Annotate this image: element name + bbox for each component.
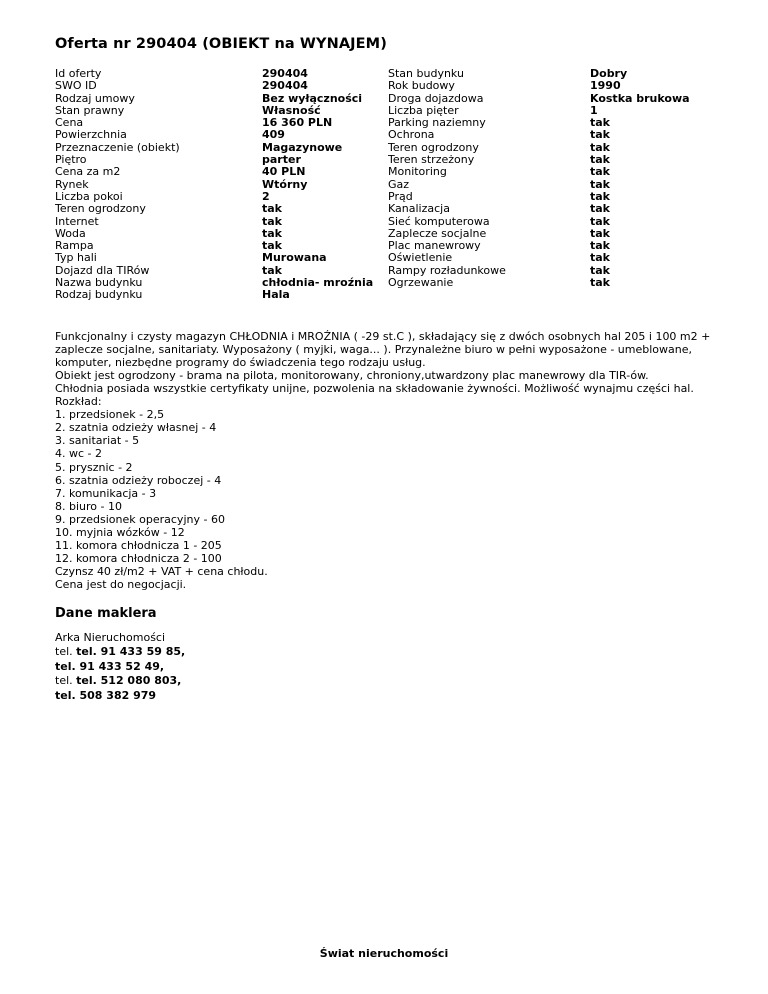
detail-label: Cena [55,116,84,130]
detail-label: Stan prawny [55,103,125,117]
detail-row [55,289,388,301]
detail-row [388,179,714,191]
layout-list-item: 3. sanitariat - 5 [55,434,140,448]
detail-value: tak [590,251,610,265]
detail-row [55,142,388,154]
detail-label: Nazwa budynku [55,276,143,290]
detail-label: Cena za m2 [55,165,121,179]
layout-list-item: 1. przedsionek - 2,5 [55,408,165,422]
layout-list-item: 7. komunikacja - 3 [55,486,157,500]
detail-row [55,203,388,215]
detail-row [55,252,388,264]
detail-row [55,80,388,92]
broker-phone-line [55,645,714,660]
detail-label: Rok budowy [388,79,455,93]
detail-value: 40 PLN [262,165,306,179]
detail-value: tak [590,153,610,167]
broker-section-heading: Dane maklera [55,605,157,621]
detail-value: Bez wyłączności [262,91,363,105]
detail-label: Monitoring [388,165,447,179]
detail-row [55,228,388,240]
detail-label: Liczba pięter [388,103,459,117]
property-details [55,68,714,302]
detail-label: Teren strzeżony [388,153,475,167]
detail-label: SWO ID [55,79,97,93]
detail-label: Kanalizacja [388,202,450,216]
detail-value: 2 [262,189,270,203]
layout-list-item: 9. przedsionek operacyjny - 60 [55,512,225,526]
detail-label: Teren ogrodzony [388,140,479,154]
detail-row [388,80,714,92]
description-line: Rozkład: [55,395,102,409]
detail-value: 16 360 PLN [262,116,333,130]
detail-label: Stan budynku [388,67,464,80]
detail-value: Murowana [262,251,327,265]
detail-row [55,166,388,178]
details-right-column [388,68,714,302]
property-description [55,330,715,592]
detail-label: Ochrona [388,128,435,142]
detail-label: Rodzaj umowy [55,91,135,105]
detail-value: 1 [590,103,598,117]
layout-list-item: 5. prysznic - 2 [55,460,133,474]
description-line: Cena jest do negocjacji. [55,578,187,592]
detail-row [388,252,714,264]
detail-value: tak [262,202,282,216]
detail-label: Piętro [55,153,87,167]
detail-label: Przeznaczenie (obiekt) [55,140,180,154]
description-paragraph: Chłodnia posiada wszystkie certyfikaty unijne, pozwolenia na składowanie żywności. Możliwość wynajmu części hal. [55,382,694,396]
detail-value: 409 [262,128,285,142]
detail-label: Rampy rozładunkowe [388,263,506,277]
detail-value: tak [262,239,282,253]
phone-prefix: tel. [55,645,77,659]
detail-label: Powierzchnia [55,128,127,142]
description-paragraph: Obiekt jest ogrodzony - brama na pilota, monitorowany, chroniony,utwardzony plac manewrowy dla TIR-ów. [55,368,649,382]
detail-value: tak [590,177,610,191]
broker-phone-line [55,660,714,675]
detail-row [55,240,388,252]
detail-value: tak [590,214,610,228]
detail-row [55,68,388,80]
layout-list-item: 6. szatnia odzieży roboczej - 4 [55,473,222,487]
detail-row [388,129,714,141]
detail-label: Rampa [55,239,94,253]
detail-row [388,117,714,129]
detail-value: Dobry [590,67,628,80]
detail-value: tak [590,276,610,290]
detail-value: 290404 [262,79,308,93]
detail-value: Kostka brukowa [590,91,690,105]
detail-value: tak [590,202,610,216]
detail-value: tak [590,140,610,154]
detail-value: tak [590,128,610,142]
detail-row [55,105,388,117]
description-paragraph: Funkcjonalny i czysty magazyn CHŁODNIA i MROŹNIA ( -29 st.C ), składający się z dwóch osobnych hal 205 i 100 m2 + zaplecze socjalne, sanitariaty. Wyposażony ( myjki, waga... ). Przynależne biuro w pełni wyposażone - umeblowane, komputer, niezbędne programy do świadczenia tego rodzaju usług. [55,329,711,369]
layout-list-item: 11. komora chłodnicza 1 - 205 [55,539,222,553]
broker-phone-line [55,689,714,704]
detail-label: Id oferty [55,67,102,80]
page-title: Oferta nr 290404 (OBIEKT na WYNAJEM) [55,36,387,52]
broker-details [55,631,714,704]
phone-number: tel. 512 080 803, [76,674,182,688]
layout-list-item: 8. biuro - 10 [55,499,122,513]
detail-value: tak [590,116,610,130]
detail-label: Prąd [388,189,413,203]
detail-label: Gaz [388,177,410,191]
broker-phone-line [55,674,714,689]
detail-label: Droga dojazdowa [388,91,484,105]
detail-label: Rynek [55,177,89,191]
detail-label: Liczba pokoi [55,189,123,203]
layout-list-item: 4. wc - 2 [55,447,102,461]
detail-value: tak [262,263,282,277]
detail-label: Zaplecze socjalne [388,226,487,240]
detail-row [388,203,714,215]
phone-number: tel. 508 382 979 [55,688,157,702]
footer-agency-name: Świat nieruchomości [319,947,449,960]
detail-value: parter [262,153,301,167]
detail-label: Internet [55,214,99,228]
detail-row [55,129,388,141]
detail-label: Oświetlenie [388,251,453,265]
detail-value: Magazynowe [262,140,343,154]
phone-prefix: tel. [55,674,77,688]
detail-value: 1990 [590,79,621,93]
detail-label: Woda [55,226,86,240]
layout-list-item: 2. szatnia odzieży własnej - 4 [55,421,217,435]
detail-value: chłodnia- mroźnia [262,276,374,290]
detail-row [388,216,714,228]
detail-label: Plac manewrowy [388,239,481,253]
detail-label: Teren ogrodzony [55,202,146,216]
detail-label: Ogrzewanie [388,276,454,290]
detail-label: Parking naziemny [388,116,486,130]
detail-value: tak [590,226,610,240]
details-left-column [55,68,388,302]
detail-value: Hala [262,288,290,302]
detail-value: Wtórny [262,177,308,191]
phone-number: tel. 91 433 52 49, [55,659,165,673]
detail-value: tak [590,165,610,179]
description-line: Czynsz 40 zł/m2 + VAT + cena chłodu. [55,565,268,579]
detail-value: 290404 [262,67,308,80]
detail-row [55,216,388,228]
detail-label: Sieć komputerowa [388,214,490,228]
detail-label: Dojazd dla TIRów [55,263,150,277]
detail-row [388,166,714,178]
detail-value: tak [590,239,610,253]
layout-list-item: 10. myjnia wózków - 12 [55,526,185,540]
detail-row [388,277,714,289]
detail-value: tak [590,189,610,203]
phone-number: tel. 91 433 59 85, [76,645,186,659]
detail-value: tak [262,214,282,228]
detail-label: Rodzaj budynku [55,288,143,302]
broker-company-name: Arka Nieruchomości [55,630,166,644]
detail-value: tak [590,263,610,277]
detail-label: Typ hali [55,251,97,265]
layout-list-item: 12. komora chłodnicza 2 - 100 [55,552,222,566]
detail-value: Własność [262,103,321,117]
detail-value: tak [262,226,282,240]
